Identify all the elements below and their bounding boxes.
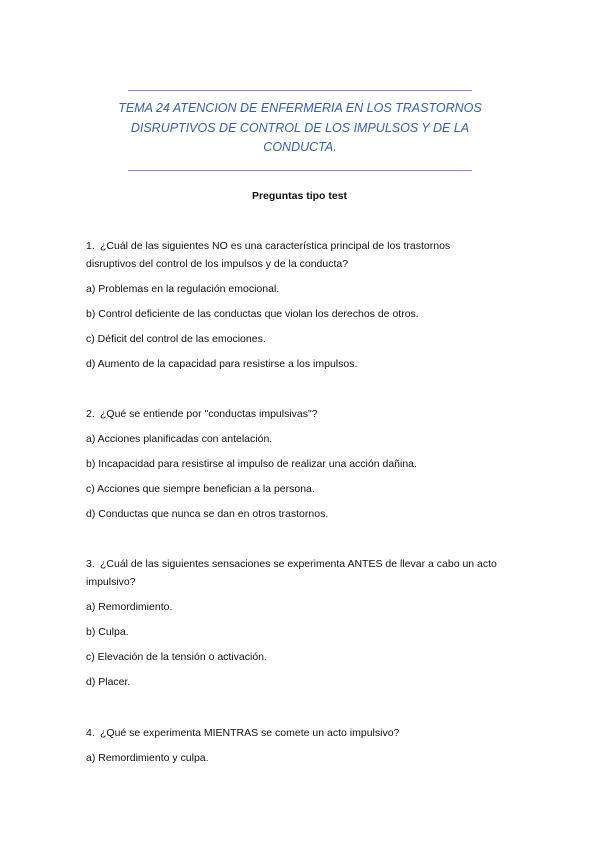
question-text: ¿Qué se entiende por "conductas impulsivas"? [100, 408, 318, 420]
question-1-line-1 [86, 240, 450, 252]
option-3d: d) Placer. [86, 676, 131, 688]
question-text: ¿Cuál de las siguientes sensaciones se experimenta ANTES de llevar a cabo un acto [100, 558, 497, 570]
option-1b: b) Control deficiente de las conductas que violan los derechos de otros. [86, 308, 419, 320]
option-4a: a) Remordimiento y culpa. [86, 752, 209, 764]
question-number: 2. [86, 408, 95, 420]
option-2b: b) Incapacidad para resistirse al impulso de realizar una acción dañina. [86, 458, 417, 470]
question-1-line-2: disruptivos del control de los impulsos y de la conducta? [86, 258, 349, 270]
option-3b: b) Culpa. [86, 626, 129, 638]
option-2a: a) Acciones planificadas con antelación. [86, 433, 273, 445]
title-line: TEMA 24 ATENCION DE ENFERMERIA EN LOS TRASTORNOS [118, 101, 482, 115]
option-1a: a) Problemas en la regulación emocional. [86, 283, 280, 295]
option-1d: d) Aumento de la capacidad para resistirse a los impulsos. [86, 358, 358, 370]
option-3c: c) Elevación de la tensión o activación. [86, 651, 267, 663]
option-3a: a) Remordimiento. [86, 601, 173, 613]
question-3-line-2: impulsivo? [86, 576, 136, 588]
question-text: ¿Cuál de las siguientes NO es una característica principal de los trastornos [100, 240, 451, 252]
question-text: ¿Qué se experimenta MIENTRAS se comete un acto impulsivo? [100, 727, 400, 739]
option-2c: c) Acciones que siempre benefician a la persona. [86, 483, 315, 495]
question-number: 1. [86, 240, 95, 252]
option-1c: c) Déficit del control de las emociones. [86, 333, 266, 345]
question-number: 4. [86, 727, 95, 739]
title-line: DISRUPTIVOS DE CONTROL DE LOS IMPULSOS Y DE LA [130, 120, 470, 135]
section-subtitle: Preguntas tipo test [251, 190, 348, 202]
title-bottom-rule [128, 170, 472, 171]
question-3-line-1 [86, 558, 497, 570]
title-line: CONDUCTA. [263, 140, 337, 154]
title-top-rule [128, 90, 472, 91]
document-title [100, 99, 500, 158]
option-2d: d) Conductas que nunca se dan en otros trastornos. [86, 508, 329, 520]
question-4-line-1 [86, 727, 399, 739]
question-2-line-1 [86, 408, 318, 420]
question-number: 3. [86, 558, 95, 570]
